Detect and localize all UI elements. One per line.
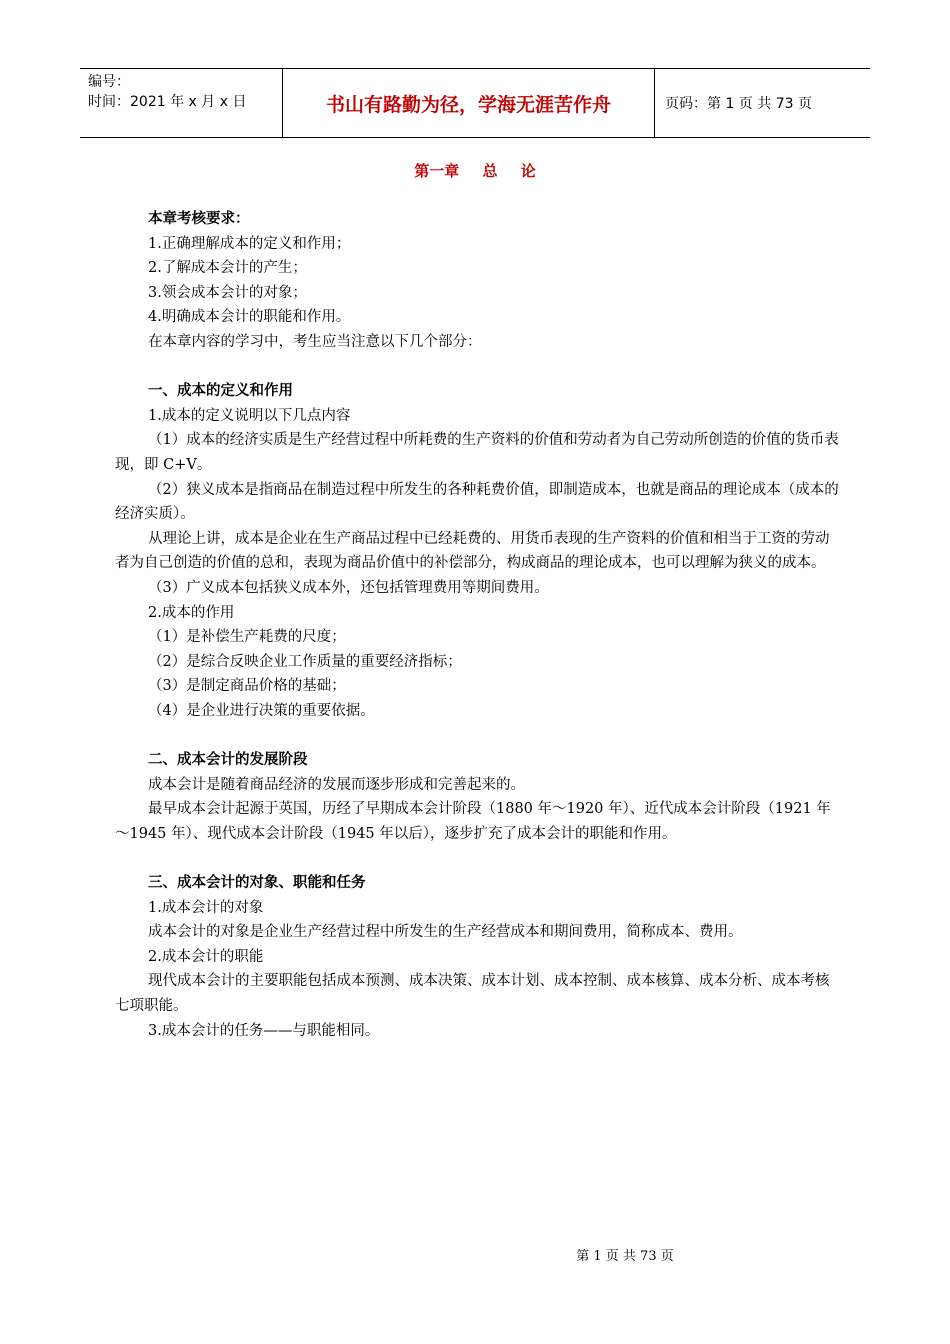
header-page-info: 页码：第 1 页 共 73 页 bbox=[665, 96, 812, 112]
body-paragraph: 成本会计的对象是企业生产经营过程中所发生的生产经营成本和期间费用，简称成本、费用。 bbox=[148, 924, 743, 941]
document-body bbox=[115, 207, 840, 1043]
body-paragraph: （2）是综合反映企业工作质量的重要经济指标； bbox=[148, 653, 462, 670]
header-table bbox=[80, 68, 870, 138]
paragraph-gap bbox=[115, 846, 840, 871]
page-footer: 第 1 页 共 73 页 bbox=[576, 1249, 674, 1264]
body-paragraph: （3）是制定商品价格的基础； bbox=[148, 678, 346, 695]
chapter-title: 第一章 总 论 bbox=[414, 162, 536, 180]
body-paragraph: 在本章内容的学习中，考生应当注意以下几个部分： bbox=[148, 333, 482, 350]
paragraph-gap bbox=[115, 355, 840, 380]
section-heading: 二、成本会计的发展阶段 bbox=[148, 751, 308, 769]
body-paragraph: 2.成本会计的职能 bbox=[148, 948, 264, 965]
section-heading: 三、成本会计的对象、职能和任务 bbox=[148, 874, 366, 892]
body-paragraph: （3）广义成本包括狭义成本外，还包括管理费用等期间费用。 bbox=[148, 579, 549, 596]
body-paragraph: 1.成本的定义说明以下几点内容 bbox=[148, 407, 351, 424]
body-paragraph: 成本会计是随着商品经济的发展而逐步形成和完善起来的。 bbox=[148, 776, 525, 793]
body-paragraph: （4）是企业进行决策的重要依据。 bbox=[148, 702, 375, 719]
body-paragraph: （1）成本的经济实质是生产经营过程中所耗费的生产资料的价值和劳动者为自己劳动所创造的价值的货币表现，即 C+V。 bbox=[115, 432, 839, 473]
section-heading: 本章考核要求： bbox=[148, 210, 250, 227]
header-motto: 书山有路勤为径，学海无涯苦作舟 bbox=[325, 93, 611, 116]
body-paragraph: 2.成本的作用 bbox=[148, 604, 235, 621]
body-paragraph: 现代成本会计的主要职能包括成本预测、成本决策、成本计划、成本控制、成本核算、成本分析、成本考核七项职能。 bbox=[115, 973, 830, 1014]
header-meta-cell bbox=[80, 69, 283, 137]
section-heading: 一、成本的定义和作用 bbox=[148, 382, 293, 400]
body-paragraph: 最早成本会计起源于英国，历经了早期成本会计阶段（1880 年～1920 年）、近代成本会计阶段（1921 年～1945 年）、现代成本会计阶段（1945 年以后），逐步扩充了成本会计的职能和作用。 bbox=[115, 801, 831, 842]
body-paragraph: 1.正确理解成本的定义和作用； bbox=[148, 235, 351, 252]
body-paragraph: 从理论上讲，成本是企业在生产商品过程中已经耗费的、用货币表现的生产资料的价值和相当于工资的劳动者为自己创造的价值的总和，表现为商品价值中的补偿部分，构成商品的理论成本，也可以理解为狭义的成本。 bbox=[115, 530, 830, 572]
body-paragraph: 4.明确成本会计的职能和作用。 bbox=[148, 309, 351, 326]
body-paragraph: （1）是补偿生产耗费的尺度； bbox=[148, 629, 346, 646]
paragraph-gap bbox=[115, 723, 840, 748]
document-number-label: 编号： bbox=[88, 74, 130, 90]
document-date-label: 时间：2021 年 x 月 x 日 bbox=[88, 94, 247, 110]
body-paragraph: 1.成本会计的对象 bbox=[148, 899, 264, 916]
body-paragraph: 2.了解成本会计的产生； bbox=[148, 260, 307, 277]
header-page-cell bbox=[655, 69, 870, 137]
body-paragraph: （2）狭义成本是指商品在制造过程中所发生的各种耗费价值，即制造成本，也就是商品的理论成本（成本的经济实质）。 bbox=[115, 481, 839, 523]
header-motto-cell bbox=[283, 69, 655, 137]
body-paragraph: 3.成本会计的任务——与职能相同。 bbox=[148, 1022, 380, 1039]
body-paragraph: 3.领会成本会计的对象； bbox=[148, 284, 307, 301]
